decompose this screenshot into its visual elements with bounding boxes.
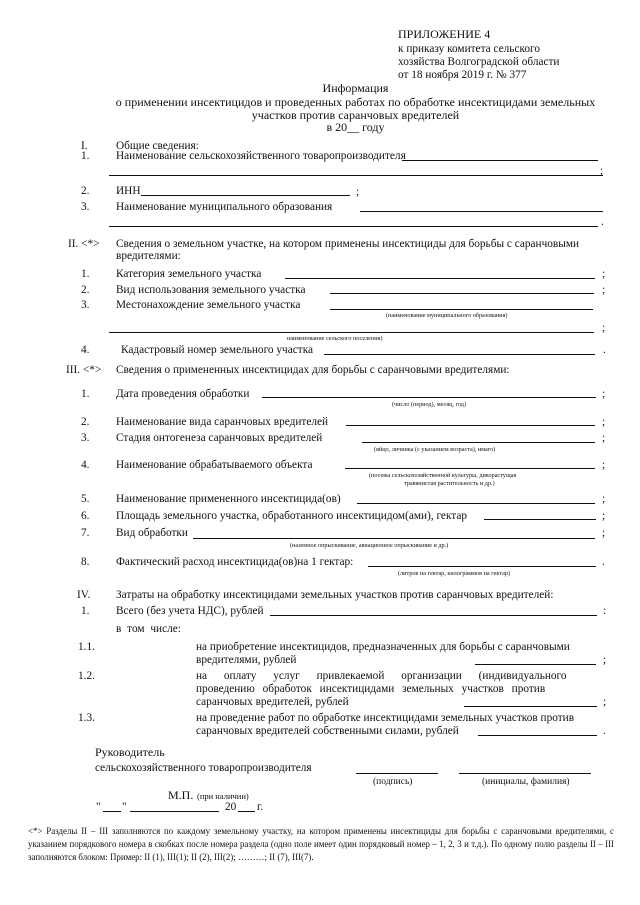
field-municipality[interactable] xyxy=(360,211,603,212)
section-4-number: IV. xyxy=(77,589,91,601)
field-land-location[interactable] xyxy=(330,309,593,310)
stamp-hint: (при наличии) xyxy=(197,791,249,801)
semicolon: ; xyxy=(602,268,606,280)
doc-year: в 20__ году xyxy=(326,120,385,134)
semicolon: ; xyxy=(602,284,606,296)
order-line-2: хозяйства Волгоградской области xyxy=(398,56,560,68)
s1-item-1-num: 1. xyxy=(81,150,90,162)
hint-municipal: (наименование муниципального образования) xyxy=(386,312,508,319)
section-1-title: Общие сведения: xyxy=(116,140,199,152)
field-producer-name[interactable] xyxy=(402,160,598,161)
semicolon: ; xyxy=(602,432,606,444)
dot: . xyxy=(602,556,605,568)
doc-title: Информация xyxy=(322,81,389,95)
s2-item-3-label: Местонахождение земельного участка xyxy=(116,299,301,311)
s3-item-2-label: Наименование вида саранчовых вредителей xyxy=(116,416,329,428)
s1-item-3-num: 3. xyxy=(81,201,90,213)
appendix-label: ПРИЛОЖЕНИЕ 4 xyxy=(398,27,491,41)
order-line-3: от 18 ноября 2019 г. № 377 xyxy=(398,69,527,81)
s3-item-1-label: Дата проведения обработки xyxy=(116,388,250,400)
dot: . xyxy=(603,344,606,356)
s1-item-3-label: Наименование муниципального образования xyxy=(116,201,333,213)
field-land-use[interactable] xyxy=(330,293,594,294)
date-suffix: г. xyxy=(257,801,264,813)
semicolon: ; xyxy=(600,165,604,177)
s3-item-2-num: 2. xyxy=(81,416,90,428)
s4-sub-1-line-1: на приобретение инсектицидов, предназначенных для борьбы с саранчовыми xyxy=(196,641,570,653)
semicolon: ; xyxy=(602,388,606,400)
hint-signature: (подпись) xyxy=(373,777,413,787)
s3-item-3-num: 3. xyxy=(81,432,90,444)
semicolon: ; xyxy=(602,416,606,428)
field-inn[interactable] xyxy=(141,195,350,196)
s4-total-label: Всего (без учета НДС), рублей xyxy=(116,605,264,617)
section-4-title: Затраты на обработку инсектицидами земельных участков против саранчовых вредителей: xyxy=(116,589,554,601)
field-cost-insecticides[interactable] xyxy=(475,664,596,665)
s2-item-1-num: 1. xyxy=(81,268,90,280)
field-municipality-cont[interactable] xyxy=(109,226,598,227)
semicolon: ; xyxy=(603,696,607,708)
date-quote-close: " xyxy=(122,801,127,813)
s3-item-8-label: Фактический расход инсектицида(ов)на 1 гектар: xyxy=(116,556,354,568)
section-3-title: Сведения о примененных инсектицидах для борьбы с саранчовыми вредителями: xyxy=(116,364,510,376)
colon: : xyxy=(603,605,607,617)
s4-sub-1-line-2: вредителями, рублей xyxy=(196,654,297,666)
section-2-title-2: вредителями: xyxy=(116,250,181,262)
semicolon: ; xyxy=(602,527,606,539)
hint-date: (число (период), месяц, год) xyxy=(392,401,467,408)
s3-item-6-label: Площадь земельного участка, обработанного инсектицидом(ами), гектар xyxy=(116,510,468,522)
s2-item-4-num: 4. xyxy=(81,344,90,356)
s3-item-7-num: 7. xyxy=(81,527,90,539)
signature-head-2: сельскохозяйственного товаропроизводителя xyxy=(95,762,312,774)
s1-item-1-label: Наименование сельскохозяйственного товаропроизводителя xyxy=(116,150,406,162)
s4-sub-2-line-3: саранчовых вредителей, рублей xyxy=(196,696,349,708)
field-date-month[interactable] xyxy=(130,811,219,812)
field-ontogenesis-stage[interactable] xyxy=(362,442,595,443)
s3-item-6-num: 6. xyxy=(81,510,90,522)
section-2-title-1: Сведения о земельном участке, на котором применены инсектициды для борьбы с саранчовыми xyxy=(116,238,580,250)
s2-item-2-label: Вид использования земельного участка xyxy=(116,284,306,296)
hint-settlement: наименование сельского поселения) xyxy=(287,335,383,342)
s3-item-8-num: 8. xyxy=(81,556,90,568)
s3-item-4-label: Наименование обрабатываемого объекта xyxy=(116,459,313,471)
field-treatment-type[interactable] xyxy=(193,538,595,539)
s4-sub-3-line-2: саранчовых вредителей собственными силами, рублей xyxy=(196,725,459,737)
doc-subtitle-1: о применении инсектицидов и проведенных работах по обработке инсектицидами земельных xyxy=(115,95,596,109)
field-initials-surname[interactable] xyxy=(459,773,591,774)
semicolon: ; xyxy=(602,493,606,505)
s4-total-num: 1. xyxy=(81,605,90,617)
field-cost-own[interactable] xyxy=(478,735,597,736)
hint-object-2: травянистая растительность и др.) xyxy=(404,480,495,487)
field-insecticide-name[interactable] xyxy=(357,503,595,504)
signature-head-1: Руководитель xyxy=(95,745,165,759)
doc-subtitle-2: участков против саранчовых вредителей xyxy=(251,108,460,122)
field-land-category[interactable] xyxy=(285,278,595,279)
dot: . xyxy=(603,725,606,737)
s4-sub-3-line-1: на проведение работ по обработке инсектицидами земельных участков против xyxy=(196,712,575,724)
field-treatment-date[interactable] xyxy=(262,397,596,398)
s3-item-5-num: 5. xyxy=(81,493,90,505)
footnote: <*> Разделы II – III заполняются по каждому земельному участку, на котором применены инсектициды для борьбы с саранчовыми вредителями, с указанием порядкового номера в скобках после номера раздела (одно поле имеет один порядковый номер – 1, 2, 3 и т.д.). По одному полю разделы II – III заполняются блоком: Пример: II (1), III(1); II (2), III(2); ………; II (7), III(7). xyxy=(28,826,614,862)
date-quote-open: " xyxy=(96,801,101,813)
hint-name: (инициалы, фамилия) xyxy=(482,777,570,787)
s1-item-2-label: ИНН xyxy=(116,185,141,197)
semicolon: ; xyxy=(602,510,606,522)
field-producer-name-cont[interactable] xyxy=(109,175,603,176)
s3-item-3-label: Стадия онтогенеза саранчовых вредителей xyxy=(116,432,323,444)
stamp-label: М.П. xyxy=(168,788,194,802)
field-date-year[interactable] xyxy=(238,811,255,812)
semicolon: ; xyxy=(603,654,607,666)
s2-item-2-num: 2. xyxy=(81,284,90,296)
s1-item-2-num: 2. xyxy=(81,185,90,197)
semicolon: ; xyxy=(602,322,606,334)
hint-object-1: (посевы сельскохозяйственной культуры, дикорастущая xyxy=(369,472,517,479)
dot: . xyxy=(601,216,604,228)
s3-item-5-label: Наименование примененного инсектицида(ов) xyxy=(116,493,341,505)
field-pest-species[interactable] xyxy=(346,425,595,426)
s4-sub-2-line-2: проведению обработок инсектицидами земельных участков против xyxy=(196,683,546,695)
hint-stage: (яйцо, личинка (с указанием возраста), имаго) xyxy=(374,446,496,453)
s2-item-1-label: Категория земельного участка xyxy=(116,268,262,280)
section-1-number: I. xyxy=(81,140,88,152)
s4-sub-3-num: 1.3. xyxy=(78,712,95,724)
s2-item-3-num: 3. xyxy=(81,299,90,311)
s3-item-4-num: 4. xyxy=(81,459,90,471)
field-consumption-rate[interactable] xyxy=(368,566,596,567)
s3-item-7-label: Вид обработки xyxy=(116,527,188,539)
field-signature[interactable] xyxy=(356,773,438,774)
semicolon: ; xyxy=(602,459,606,471)
field-land-location-cont[interactable] xyxy=(109,332,594,333)
s4-sub-2-line-1: на оплату услуг привлекаемой организации (индивидуального xyxy=(196,670,567,682)
hint-consumption: (литров на гектар, килограммов на гектар) xyxy=(398,570,511,577)
s4-including: в том числе: xyxy=(116,623,181,635)
field-treated-area[interactable] xyxy=(484,519,596,520)
field-cost-services[interactable] xyxy=(464,706,597,707)
section-3-number: III. <*> xyxy=(66,364,102,376)
date-year-prefix: 20 xyxy=(225,801,237,813)
field-treated-object[interactable] xyxy=(345,468,595,469)
field-total-cost[interactable] xyxy=(270,615,597,616)
order-line-1: к приказу комитета сельского xyxy=(398,43,541,55)
s4-sub-1-num: 1.1. xyxy=(78,641,95,653)
semicolon: ; xyxy=(356,186,360,198)
hint-treatment-type: (наземное опрыскивание, авиационное опрыскивание и др.) xyxy=(290,542,449,549)
field-cadastral[interactable] xyxy=(324,354,595,355)
field-date-day[interactable] xyxy=(103,811,121,812)
s4-sub-2-num: 1.2. xyxy=(78,670,95,682)
section-2-number: II. <*> xyxy=(68,238,100,250)
s3-item-1-num: 1. xyxy=(81,388,90,400)
s2-item-4-label: Кадастровый номер земельного участка xyxy=(121,344,314,356)
